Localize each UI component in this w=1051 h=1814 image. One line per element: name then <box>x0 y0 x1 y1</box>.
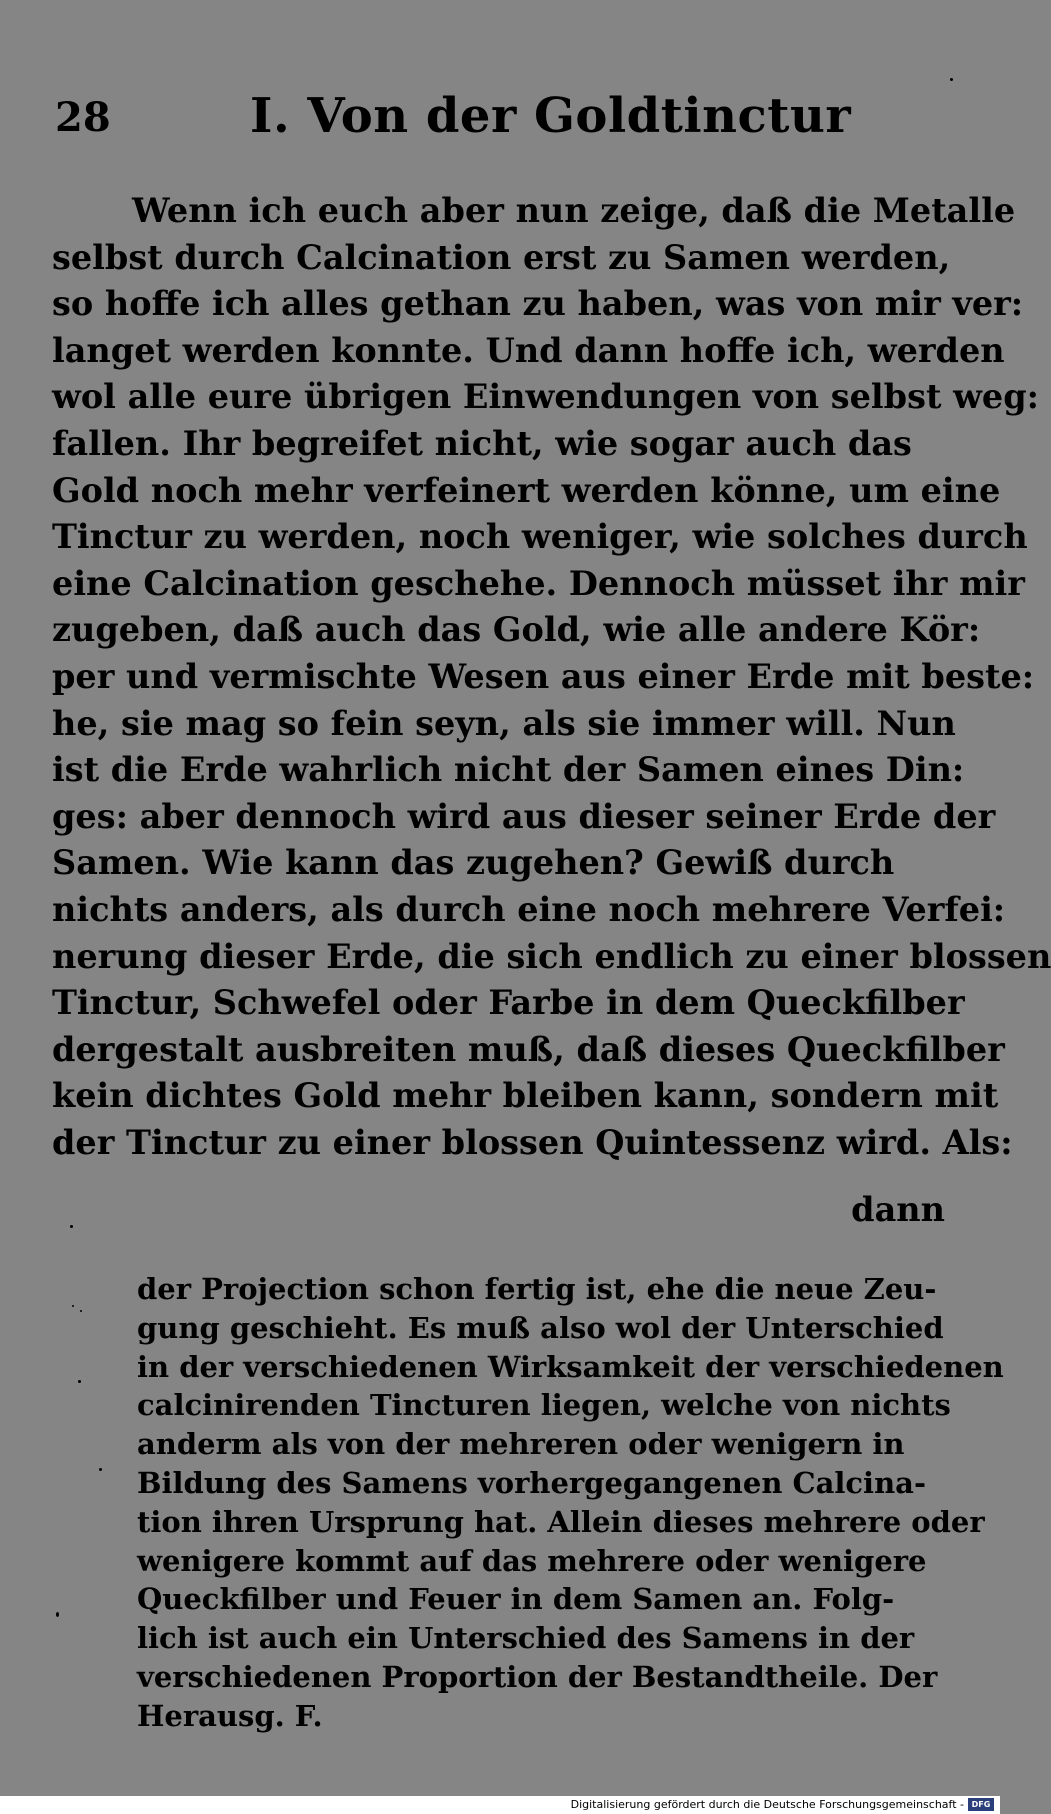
text-line: selbst durch Calcination erst zu Samen werden, <box>52 237 951 277</box>
speck <box>56 1612 59 1617</box>
main-text-block <box>52 188 1051 1166</box>
footnote-line: der Projection schon fertig ist, ehe die neue Zeu- <box>137 1272 937 1306</box>
footnote-line: Bildung des Samens vorhergegangenen Calcina- <box>137 1465 926 1500</box>
text-line: kein dichtes Gold mehr bleiben kann, sondern mit <box>52 1076 999 1116</box>
footnote-line: wenigere kommt auf das mehrere oder wenigere <box>137 1543 927 1578</box>
catchword: dann <box>851 1190 945 1229</box>
text-line: he, sie mag so fein seyn, als sie immer will. Nun <box>52 703 956 743</box>
text-line: wol alle eure übrigen Einwendungen von selbst weg: <box>52 377 1040 417</box>
dfg-logo: DFG <box>968 1798 994 1811</box>
text-line: Tinctur zu werden, noch weniger, wie solches durch <box>52 517 1028 557</box>
text-line: nerung dieser Erde, die sich endlich zu einer blossen <box>52 936 1051 976</box>
text-line: Wenn ich euch aber nun zeige, daß die Metalle <box>132 191 1016 230</box>
text-line: ges: aber dennoch wird aus dieser seiner Erde der <box>52 796 996 836</box>
page-number: 28 <box>55 94 111 141</box>
text-line: nichts anders, als durch eine noch mehrere Verfei: <box>52 889 1006 929</box>
text-line: Samen. Wie kann das zugehen? Gewiß durch <box>52 843 895 883</box>
speck <box>70 1225 73 1228</box>
text-line: der Tinctur zu einer blossen Quintessenz wird. Als: <box>52 1122 1013 1162</box>
text-line: ist die Erde wahrlich nicht der Samen eines Din: <box>52 750 965 790</box>
speck <box>99 1468 102 1471</box>
speck <box>72 1305 74 1307</box>
speck <box>950 78 953 81</box>
text-line: per und vermischte Wesen aus einer Erde mit beste: <box>52 656 1035 696</box>
footnote-block <box>137 1270 1004 1736</box>
text-line: eine Calcination geschehe. Dennoch müsset ihr mir <box>52 563 1025 603</box>
footnote-line: anderm als von der mehreren oder wenigern in <box>137 1427 905 1462</box>
page-header <box>55 88 955 152</box>
speck <box>80 1310 82 1312</box>
text-line: Gold noch mehr verfeinert werden könne, um eine <box>52 470 1001 510</box>
speck <box>78 1380 81 1383</box>
text-line: langet werden konnte. Und dann hoffe ich, werden <box>52 330 1005 370</box>
footnote-line: Queckfilber und Feuer in dem Samen an. Folg- <box>137 1582 895 1617</box>
footnote-line: calcinirenden Tincturen liegen, welche von nichts <box>137 1388 951 1423</box>
footnote-line: gung geschieht. Es muß also wol der Unterschied <box>137 1310 944 1345</box>
footnote-line: tion ihren Ursprung hat. Allein dieses mehrere oder <box>137 1504 985 1539</box>
funding-credit: Digitalisierung gefördert durch die Deutsche Forschungsgemeinschaft - <box>570 1798 964 1811</box>
footnote-line: Herausg. F. <box>137 1698 323 1733</box>
footnote-line: verschiedenen Proportion der Bestandtheile. Der <box>137 1659 938 1694</box>
footnote-line: lich ist auch ein Unterschied des Samens in der <box>137 1621 915 1656</box>
text-line: zugeben, daß auch das Gold, wie alle andere Kör: <box>52 610 981 650</box>
text-line: dergestalt ausbreiten muß, daß dieses Queckfilber <box>52 1029 1005 1069</box>
text-line: so hoffe ich alles gethan zu haben, was von mir ver: <box>52 284 1024 324</box>
footer-bar <box>0 1796 1000 1814</box>
text-line: Tinctur, Schwefel oder Farbe in dem Queckfilber <box>52 983 965 1023</box>
running-head: I. Von der Goldtinctur <box>250 88 852 144</box>
text-line: fallen. Ihr begreifet nicht, wie sogar auch das <box>52 423 912 463</box>
footnote-line: in der verschiedenen Wirksamkeit der verschiedenen <box>137 1349 1004 1384</box>
